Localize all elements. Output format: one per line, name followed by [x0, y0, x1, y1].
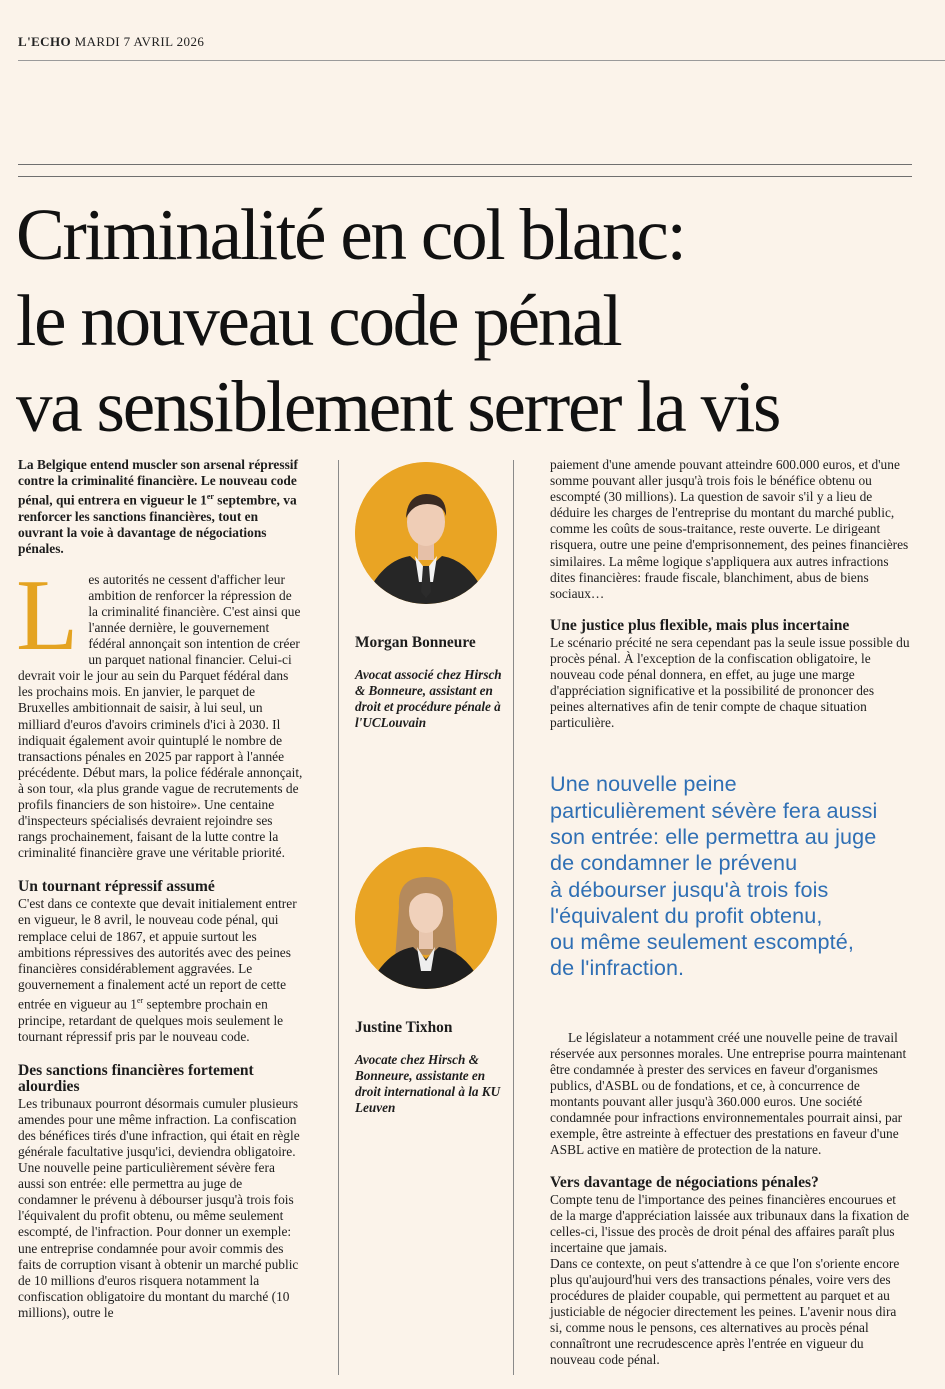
headline-line-1: Criminalité en col blanc:	[16, 194, 685, 275]
pull-quote-line: Une nouvelle peine	[550, 771, 737, 797]
subheading-negociations: Vers davantage de négociations pénales?	[550, 1173, 819, 1191]
author-portrait-woman-icon	[355, 847, 497, 989]
headline-line-2: le nouveau code pénal	[16, 280, 621, 361]
paragraph-conclusion: Dans ce contexte, on peut s'attendre à ce que l'on s'oriente encore plus qu'aujourd'hui vers des transactions pénales, voire vers des procédures de plaider coupable, qui permettent au parquet et au justiciable de négocier directement les peines. L'avenir nous dira si, comme nous le pensons, ces alternatives au procès pénal connaîtront une recrudescence après l'entrée en vigueur du nouveau code pénal.	[550, 1255, 900, 1368]
author-role-2: Avocate chez Hirsch & Bonneure, assistante en droit international à la KU Leuven	[355, 1052, 501, 1116]
pull-quote-line: l'équivalent du profit obtenu,	[550, 902, 823, 928]
subheading-justice: Une justice plus flexible, mais plus incertaine	[550, 616, 850, 634]
pull-quote-line: particulièrement sévère fera aussi	[550, 797, 878, 823]
pull-quote	[550, 771, 910, 981]
avatar	[355, 462, 497, 604]
subheading-tournant: Un tournant répressif assumé	[18, 878, 215, 896]
column-divider-left	[338, 460, 339, 1375]
article-column-1	[18, 457, 303, 1321]
pull-quote-line: à débourser jusqu'à trois fois	[550, 876, 829, 902]
masthead-date: MARDI 7 AVRIL 2026	[74, 34, 205, 49]
avatar	[355, 847, 497, 989]
authors-column	[355, 457, 505, 1116]
author-portrait-man-icon	[355, 462, 497, 604]
pull-quote-line: de l'infraction.	[550, 955, 685, 981]
headline-line-3: va sensiblement serrer la vis	[16, 366, 780, 447]
top-rule	[18, 60, 945, 61]
pull-quote-line: ou même seulement escompté,	[550, 929, 854, 955]
paragraph-intro: es autorités ne cessent d'afficher leur ambition de renforcer la répression de la criminalité financière. C'est ainsi que l'année dernière, le gouvernement fédéral annonçait son intention de créer un parquet national financier. Celui-ci devrait voir le jour au sein du Parquet fédéral dans les prochains mois. En janvier, le parquet de Bruxelles ambitionnait de saisir, à lui seul, un milliard d'euros d'avoirs criminels d'ici à 2030. Il indiquait également avoir quintuplé le nombre de transactions pénales en 2025 par rapport à l'année précédente. Début mars, la police fédérale annonçait, à son tour, «la plus grande vague de recrutements de profils financiers de son histoire». Une centaine d'inspecteurs spécialisés devraient rejoindre ses rangs prochainement, faisant de la lutte contre la criminalité financière grave une véritable priorité.	[18, 571, 303, 861]
headline-rule-lower	[18, 176, 912, 177]
pull-quote-line: de condamner le prévenu	[550, 850, 798, 876]
article-column-3	[550, 457, 910, 1369]
author-role-1: Avocat associé chez Hirsch & Bonneure, assistant en droit et procédure pénale à l'UCLouvain	[355, 667, 502, 731]
paragraph-sanctions: Les tribunaux pourront désormais cumuler plusieurs amendes pour une même infraction. La confiscation des bénéfices tirés d'une infraction, qui était en règle générale facultative jusqu'ici, deviendra obligatoire. Une nouvelle peine particulièrement sévère fera aussi son entrée: elle permettra au juge de condamner le prévenu à débourser jusqu'à trois fois l'équivalent du profit obtenu, ou même seulement escompté, de l'infraction. Pour donner un exemple: une entreprise condamnée pour avoir commis des faits de corruption visant à obtenir un marché public de 10 millions d'euros risquera notamment la confiscation obligatoire du montant du marché (10 millions), outre le	[18, 1095, 300, 1320]
paragraph-justice: Le scénario précité ne sera cependant pas la seule issue possible du procès pénal. À l'exception de la confiscation obligatoire, le nouveau code pénal donnera, en effet, au juge une marge d'appréciation significative et la possibilité de prononcer des peines alternatives afin de tenir compte de chaque situation particulière.	[550, 634, 910, 731]
paragraph-negociations: Compte tenu de l'importance des peines financières encourues et de la marge d'appréciation laissée aux tribunaux dans la fixation de celles-ci, l'issue des procès de droit pénal des affaires paraît plus incertaine que jamais.	[550, 1191, 910, 1255]
masthead-brand: L'ECHO	[18, 34, 71, 49]
paragraph-sanctions-continued: paiement d'une amende pouvant atteindre 600.000 euros, et d'une somme pouvant aller jusqu'à trois fois le bénéfice obtenu ou escompté (30 millions). La question de savoir s'il y a lieu de déduire les charges de l'entreprise du montant du marché public, comme les coûts de sous-traitance, reste ouverte. Le dirigeant risquera, outre une peine d'emprisonnement, des peines financières similaires. La même logique s'appliquera aux autres infractions dites financières: fraude fiscale, blanchiment, abus de biens sociaux…	[550, 457, 909, 601]
paragraph-peine-travail: Le législateur a notamment créé une nouvelle peine de travail réservée aux personnes morales. Une entreprise pourra maintenant être condamnée à prester des services en faveur d'organismes publics, d'ASBL ou de fondations, et ce, à concurrence de montants pouvant aller jusqu'à 360.000 euros. Une société condamnée pour infractions environnementales pourrait ainsi, par exemple, être astreinte à effectuer des prestations en faveur d'une ASBL active en matière de protection de la nature.	[550, 1029, 907, 1158]
column-divider-right	[513, 460, 514, 1375]
subheading-sanctions: Des sanctions financières fortement alourdies	[18, 1061, 254, 1095]
pull-quote-line: son entrée: elle permettra au juge	[550, 824, 877, 849]
author-name-1: Morgan Bonneure	[355, 634, 476, 651]
masthead	[18, 34, 204, 50]
headline-rule-upper	[18, 164, 912, 165]
article-lead: La Belgique entend muscler son arsenal répressif contre la criminalité financière. Le nouveau code pénal, qui entrera en vigueur le 1er septembre, va renforcer les sanctions financières, tout en ouvrant la voie à davantage de négociations pénales.	[18, 457, 298, 557]
paragraph-tournant: C'est dans ce contexte que devait initialement entrer en vigueur, le 8 avril, le nouveau code pénal, qui remplace celui de 1867, et appuie surtout les ambitions répressives des autorités avec des peines financières considérablement aggravées. Le gouvernement a finalement acté un report de cette entrée en vigueur au 1er septembre prochain en principe, retardant de quelques mois seulement le tournant répressif pris par le nouveau code.	[18, 896, 297, 1044]
author-name-2: Justine Tixhon	[355, 1019, 453, 1037]
drop-cap: L	[16, 558, 79, 672]
headline	[16, 192, 926, 450]
